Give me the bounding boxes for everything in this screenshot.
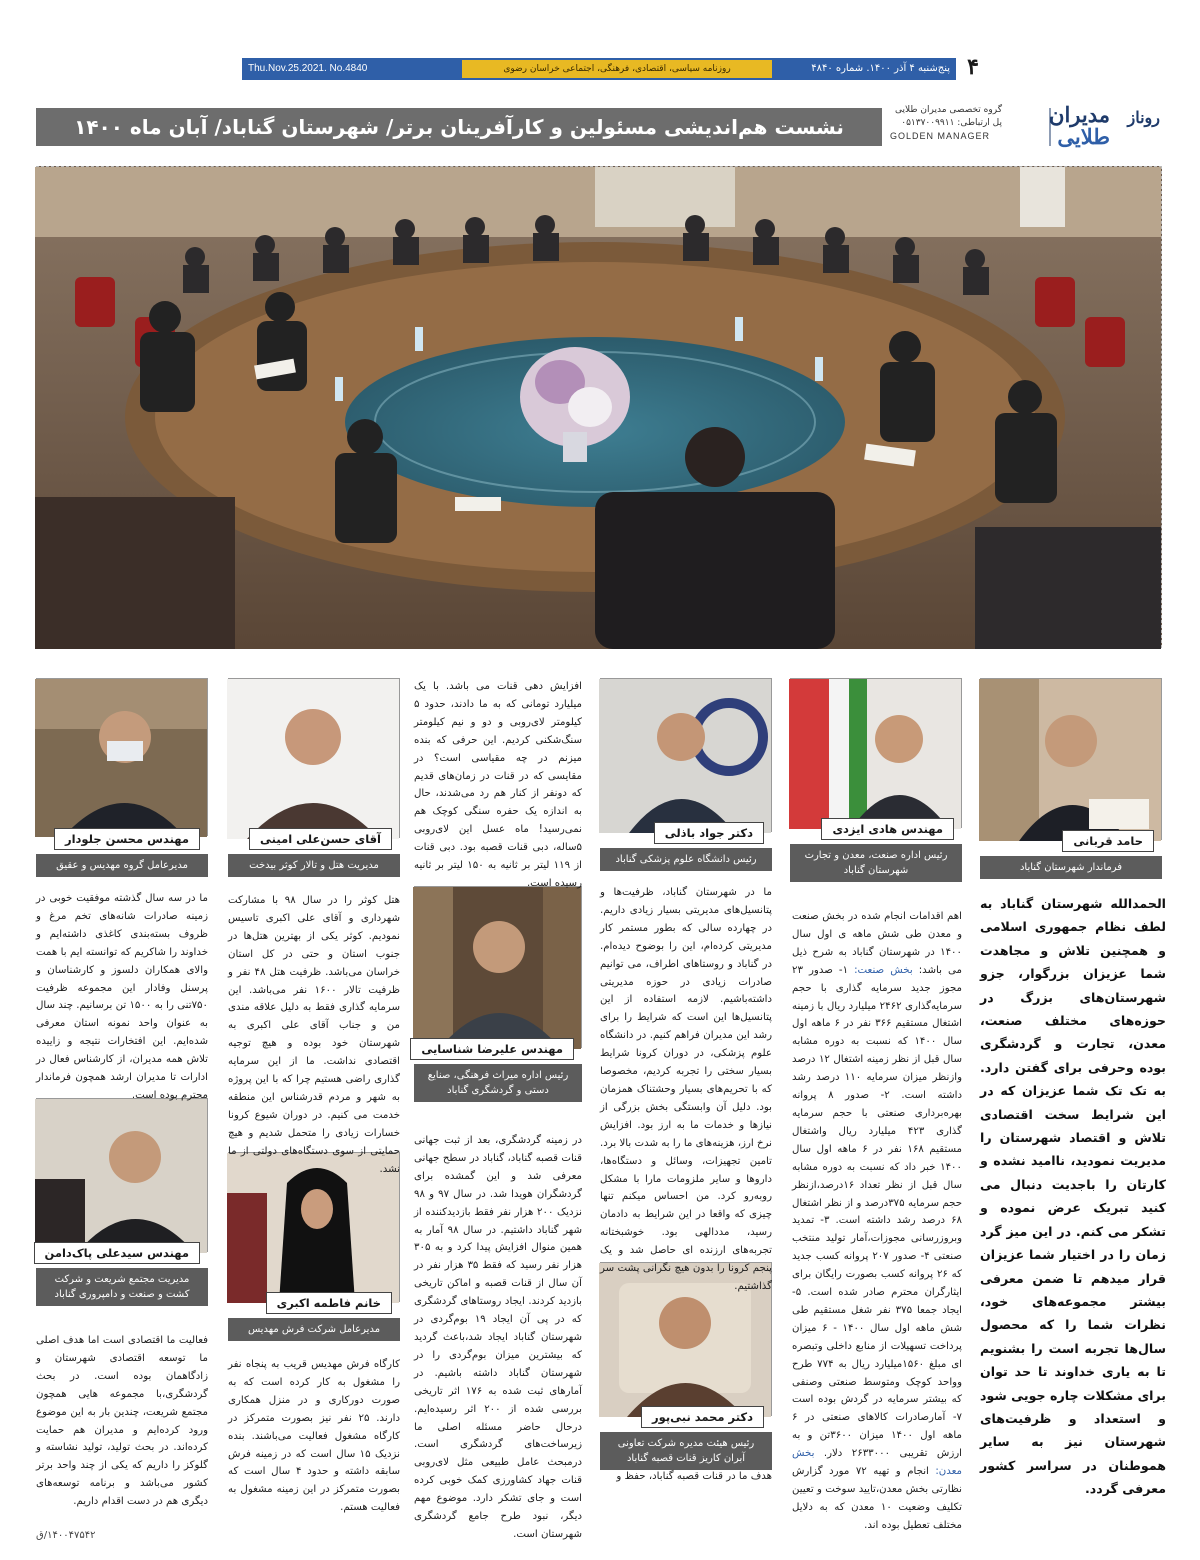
- portrait-shenasaei: [413, 887, 581, 1049]
- name-amini: آقای حسن‌علی امینی: [249, 828, 392, 850]
- masthead-strip: [242, 58, 956, 80]
- brand-logo-bottom: طلایی: [1057, 124, 1110, 149]
- role-pakdamen: مدیریت مجتمع شریعت و شرکت کشت و صنعت و دامپروری گناباد: [36, 1268, 208, 1306]
- brand-logo: [1004, 104, 1162, 150]
- nabipour-text: هدف ما در قنات قصبه گناباد، حفظ و: [616, 1471, 772, 1482]
- role-akbari: مدیرعامل شرکت فرش مهدیس: [228, 1318, 400, 1341]
- portrait-ghorbani: [979, 679, 1161, 841]
- profile-bazli: [600, 678, 772, 880]
- name-pakdamen: مهندس سیدعلی پاک‌دامن: [34, 1242, 200, 1264]
- role-jeloudar: مدیرعامل گروه مهدیس و عقیق: [36, 854, 208, 877]
- role-shenasaei: رئیس اداره میراث فرهنگی، صنایع دستی و گردشگری گناباد: [414, 1064, 582, 1102]
- brand-logo-small: روناز: [1127, 108, 1160, 127]
- column-izadi: [792, 908, 963, 1531]
- photo-pakdamen: [36, 1098, 208, 1252]
- date-persian: پنج‌شنبه ۴ آذر ۱۴۰۰. شماره ۴۸۴۰: [811, 63, 950, 74]
- column-nabipour: [600, 1468, 772, 1508]
- lead-text-ghorbani: الحمدالله شهرستان گناباد به لطف نظام جمهوری اسلامی و همچنین تلاش و مجاهدت شما عزیزان بزرگوار، جزو شهرستان‌های بزرگ در حوزه‌های مختلف صنعت، معدن، تجارت و گردشگری بوده وحرفی برای گفتن دارد. به تک تک شما عزیزان که در این شرایط سخت اقتصادی تلاش و اقتصاد شهرستان را مدیریت نمودید، ناامید نشده و کارتان را باجدیت دنبال می کنید تبریک عرض نموده و تشکر می کنم. در این میز گرد زمان را در اختیار شما عزیزان قرار میدهم تا ضمن معرفی بیشتر مجموعه‌های خود، نظرات شما را که محصول سال‌ها تجربه است را بشنویم تا به یاری خداوند تا حد توان برای مشکلات چاره جویی شود و استعداد و ظرفیت‌های شهرستان نیز به سایر هموطنان در سراسر کشور معرفی گردد.: [980, 896, 1166, 1497]
- name-izadi: مهندس هادی ایزدی: [821, 818, 954, 840]
- column-shenasaei: [414, 1132, 583, 1540]
- amini-text: هتل کوثر را در سال ۹۸ با مشارکت شهرداری و آقای علی اکبری تاسیس نمودیم. کوثر یکی از بهترین هتل‌ها در جنوب استان و حتی در کل استان خراسان می‌باشد. ظرفیت هتل ۴۸ نفر و ظرفیت تالار ۱۶۰۰ نفر می‌باشد. این سرمایه گذاری فقط به دلیل علاقه مندی من و جناب آقای علی اکبری به شهرستان خود بوده و هیچ توجیه اقتصادی نداشت. ما از این سرمایه گذاری راضی هستیم چرا که با این پروژه به شهر و مردم قدرشناس این منطقه خدمت می کنیم. در دوران شیوع کرونا خسارات زیادی را متحمل شدیم و هیچ حمایتی از سوی دستگاه‌های دولتی از ما نشد.: [228, 895, 401, 1175]
- akbari-text: کارگاه فرش مهدیس قریب به پنجاه نفر را مشغول به کار کرده است که به صورت دورکاری و در منزل همکاری دارند. ۲۵ نفر نیز بصورت متمرکز در کارگاه مشغول فعالیت می‌باشند. بنده نزدیک ۱۵ سال است که در زمینه فرش سابقه داشته و حدود ۴ سال است که بصورت متمرکز در این زمینه مشغول به فعالیت هستم.: [228, 1359, 400, 1514]
- name-akbari: خانم فاطمه اکبری: [266, 1292, 392, 1314]
- profile-ghorbani: [980, 678, 1162, 882]
- role-izadi: رئیس اداره صنعت، معدن و تجارت شهرستان گناباد: [790, 844, 962, 882]
- bazli-text: ما در شهرستان گناباد، ظرفیت‌ها و پتانسیل‌های مدیریتی بسیار زیادی داریم. در چهارده سالی که بطور مستمر کار مدیریتی کرده‌ام، این را بوضوح دیده‌ام. در گناباد و روستاهای اطراف، می توانیم صادرات زیادی در حوزه مدیریتی داشته‌باشیم. لازمه استفاده از این پتانسیل‌ها این است که شرایط را برای رشد این مدیران فراهم کنیم. در دانشگاه علوم پزشکی، در دوران کرونا شرایط بسیار سختی را تجربه کردیم، مخصوصا که با تحریم‌های بسیار وحشتناک همزمان بود. دلیل آن وابستگی بخش بزرگی از نیازها و خدمات ما به ارز بود. افزایش نرخ ارز، هزینه‌های ما را به شدت بالا برد. تامین تجهیزات، وسائل و دستگاه‌ها، داروها و سایر ملزومات مارا با مشکل روبه‌رو کرد. من احساس میکنم تنها چیزی که واقعا در این شرایط به دادمان رسید، مددالهی بود. خوشبختانه تجربه‌های ارزنده ای حاصل شد و یک پنجم کرونا را بدون هیچ نگرانی پشت سر گذاشتیم.: [600, 887, 772, 1292]
- name-jeloudar: مهندس محسن جلودار: [54, 828, 200, 850]
- meeting-photo: [36, 166, 1162, 648]
- portrait-pakdamen: [35, 1099, 207, 1253]
- name-shenasaei: مهندس علیرضا شناسایی: [410, 1038, 574, 1060]
- column-shenasaei-top: [414, 678, 582, 889]
- pakdamen-text: فعالیت ما اقتصادی است اما هدف اصلی ما توسعه اقتصادی شهرستان و زادگاهمان بوده است. در بحث گردشگری،با مجموعه هایی همچون مجتمع شریعت، چندین بار به این موضوع ورود کرده‌ایم و مدیران هم حمایت کرده‌اند. در بحث تولید، تولید نشاسته و گلوکز را داریم که یکی از چند واحد برتر کشور می‌باشد و برنامه توسعه‌های دیگری هم در دست اقدام داریم.: [36, 1335, 208, 1508]
- profile-jeloudar: [36, 678, 208, 882]
- headline-bar: [36, 108, 882, 146]
- izadi-mining-text: انجام و تهیه ۷۲ مورد گزارش نظارتی بخش معدن،تایید سوخت و تعیین تکلیف وضعیت ۱۰ معدن که به دلایل مختلف تعطیل بوده اند.: [792, 1466, 962, 1531]
- portrait-bazli: [599, 679, 771, 833]
- photo-shenasaei: [414, 886, 582, 1048]
- photo-jeloudar: [36, 678, 208, 836]
- izadi-industry-heading: بخش صنعت:: [854, 964, 913, 976]
- newspaper-slogan: روزنامه سیاسی، اقتصادی، فرهنگی، اجتماعی خراسان رضوی: [462, 60, 772, 78]
- brand-group: گروه تخصصی مدیران طلایی: [895, 105, 1002, 115]
- photo-bazli: [600, 678, 772, 832]
- profile-amini: [228, 678, 400, 884]
- brand-logo-top: مدیران: [1049, 102, 1110, 127]
- photo-ghorbani: [980, 678, 1162, 840]
- page-number: ۴: [967, 54, 979, 79]
- role-ghorbani: فرماندار شهرستان گناباد: [980, 856, 1162, 879]
- meeting-illustration: [35, 167, 1161, 649]
- portrait-jeloudar: [35, 679, 207, 837]
- portrait-amini: [227, 679, 399, 839]
- date-english: Thu.Nov.25.2021. No.4840: [242, 58, 402, 80]
- shenasaei-text: در زمینه گردشگری، بعد از ثبت جهانی قنات قصبه گناباد، گناباد در سطح جهانی معرفی شد و این گمشده برای گردشگران هویدا شد. در سال ۹۷ و ۹۸ نزدیک ۲۰۰ هزار نفر فقط بازدیدکننده از شهر گناباد داشتیم. در سال ۹۸ آمار به همین منوال افزایش پیدا کرد و به ۳۰۵ هزار نفر رسید که فقط ۳۵ هزار نفر در آن سال از قنات قصبه و اماکن تاریخی بازدید کردند. ایجاد روستاهای گردشگری که در پی آن ایجاد ۱۹ بوم‌گردی در شهرستان گناباد ایجاد شد،باعث گردید که بیشترین میزان بوم‌گردی را در شهرستان گناباد داشته باشیم. در آمارهای ثبت شده به ۱۷۶ اثر تاریخی بررسی شده از ۲۰۰ اثر رسیده‌ایم. درحال حاضر مسئله اصلی ما زیرساخت‌های گردشگری است. درمبحث عامل طبیعی مثل لای‌روبی قنات جهاد کشاورزی کمک خوبی کرده است و جای تشکر دارد. موضوع مهم دیگر، نبود طرح جامع گردشگری شهرستان است.: [414, 1135, 583, 1540]
- page-headline: نشست هم‌اندیشی مسئولین و کارآفرینان برتر/ شهرستان گناباد/ آبان ماه ۱۴۰۰: [74, 115, 844, 139]
- role-amini: مدیریت هتل و تالار کوثر بیدخت: [228, 854, 400, 877]
- role-nabipour: رئیس هیئت مدیره شرکت تعاونی آبران کاریز قنات قصبه گناباد: [600, 1432, 772, 1470]
- izadi-intro: اهم اقدامات انجام شده در بخش صنعت و معدن طی شش ماهه ی اول سال ۱۴۰۰ در شهرستان گناباد به شرح ذیل می باشد:: [792, 911, 962, 976]
- profile-izadi: [790, 678, 962, 892]
- profile-pakdamen: [36, 1098, 208, 1324]
- golden-manager-brand: [890, 104, 1162, 150]
- izadi-industry-text: ۱- صدور ۲۳ مجوز جدید سرمایه گذاری با حجم سرمایه‌گذاری ۲۴۶۲ میلیارد ریال با زمینه اشتغال مستقیم ۳۶۶ نفر در ۶ ماهه اول سال ۱۴۰۰ که نسبت به دوره مشابه سال قبل از نظر زمینه اشتغال ۱۲ درصد وازنظر میزان سرمایه ۱۱۰ درصد رشد داشته است. ۲- صدور ۸ پروانه بهره‌برداری صنعتی با حجم سرمایه گذاری ۴۲۳ میلیارد ریال واشتغال مستقیم ۱۶۸ نفر در ۶ ماهه اول سال ۱۴۰۰ خبر داد که نسبت به دوره مشابه سال قبل از نظر تعداد ۱۶درصد،ازنظر حجم سرمایه ۳۷۵درصد و از نظر اشتغال ۶۸ درصد رشد داشته است. ۳- تمدید وبروزرسانی مجوزات،آمار تولید منتخب صنعتی ۴- صدور ۲۰۷ پروانه کسب جدید که ۲۶ پروانه کسب بصورت رایگان برای ایثارگران محترم صادر شده است. ۵- ایجاد جمعا ۳۷۵ نفر شغل مستقیم طی شش ماهه اول سال ۱۴۰۰ - ۶ میزان پرداخت تسهیلات از منابع داخلی وتبصره ای مبلغ ۱۵۶۰میلیارد ریال به ۷۷۴ طرح وواحد کوچک ومتوسط صنعتی وصنفی که بیشتر سرمایه در گردش بوده است ۷- آمارصادرات کالاهای صنعتی در ۶ ماهه اول ۱۴۰۰ میزان ۳۶۰۰تن و به ارزش تقریبی ۲۶۳۳۰۰۰ دلار.: [792, 964, 963, 1460]
- role-bazli: رئیس دانشگاه علوم پزشکی گناباد: [600, 848, 772, 871]
- profile-akbari: [228, 1152, 400, 1350]
- column-amini: [228, 892, 401, 1175]
- photo-amini: [228, 678, 400, 838]
- column-jeloudar: [36, 890, 208, 1101]
- portrait-izadi: [789, 679, 961, 829]
- shenasaei-top-text: افزایش دهی قنات می باشد. با یک میلیارد تومانی که به ما دادند، حدود ۵ کیلومتر لای‌روبی و دو و نیم کیلومتر سنگ‌شکنی کردیم. این حرفی که بنده میزنم در چه مقیاسی است؟ در مقایسی که در قنات در زمان‌های قدیم که دونفر از کنار هم رد می‌شدند، حال به اندازه یک حفره سنگی کوچک هم نمی‌رسید! ماه عسل این لای‌روبی ۵ساله، دبی قنات قصبه بود. دبی قنات از ۱۱۹ لیتر بر ثانیه به ۱۵۰ لیتر بر ثانیه رسیده است.: [414, 681, 582, 889]
- jeloudar-text: ما در سه سال گذشته موفقیت خوبی در زمینه صادرات شانه‌های تخم مرغ و ظروف بسته‌بندی کاغذی داشته‌ایم و خداوند را شاکریم که توانسته ایم با همت والای همکاران دلسوز و کارشناسان و پرسنل وفادار این مجموعه ظرفیت ۷۵۰تنی را به ۱۵۰۰ تن برسانیم. چند سال به عنوان واحد نمونه استان معرفی شده‌ایم. این افتخارات نتیجه و زاییده تلاش همه مدیران، از کارشناس فعال در ادارات تا مدیران ارشد همچون فرماندار محترم بوده است.: [36, 893, 208, 1101]
- photo-izadi: [790, 678, 962, 828]
- profile-shenasaei: [414, 886, 582, 1130]
- name-nabipour: دکتر محمد نبی‌پور: [641, 1406, 764, 1428]
- column-akbari: [228, 1356, 400, 1514]
- ad-code: ۱۴۰۰۴۷۵۴۲/ق: [36, 1530, 96, 1541]
- column-pakdamen: [36, 1332, 208, 1508]
- brand-info: [890, 104, 1002, 150]
- brand-english: GOLDEN MANAGER: [890, 131, 991, 141]
- izadi-mining-heading: بخش معدن:: [792, 1448, 963, 1478]
- column-bazli: [600, 884, 772, 1292]
- brand-phone: پل ارتباطی: ۰۵۱۳۷۰۰۹۹۱۱: [901, 118, 1002, 128]
- name-ghorbani: حامد قربانی: [1062, 830, 1154, 852]
- name-bazli: دکتر جواد باذلی: [654, 822, 764, 844]
